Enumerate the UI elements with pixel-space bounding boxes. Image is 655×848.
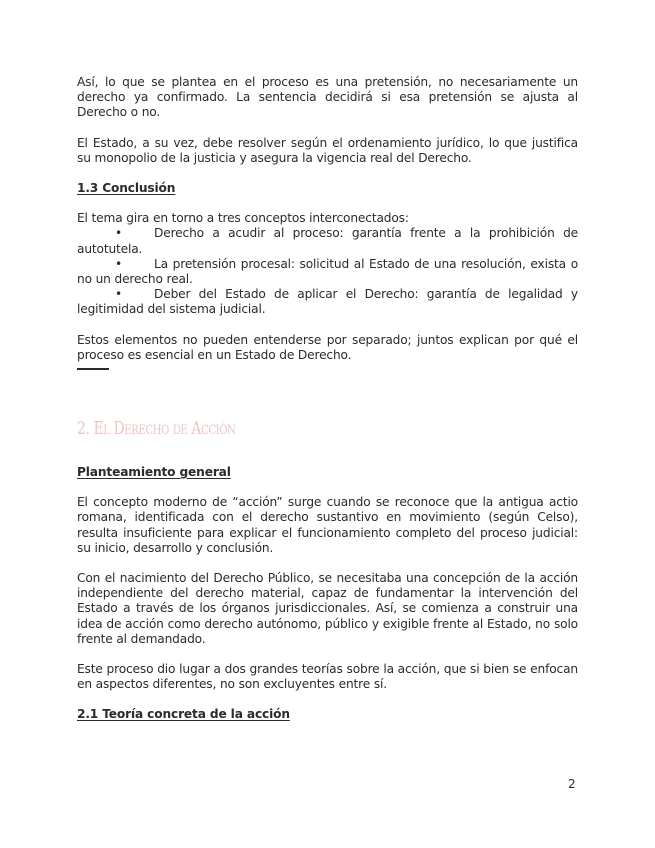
list-item [77, 226, 578, 256]
chapter-title: 2. El Derecho de Acción [77, 418, 236, 439]
list-item [77, 257, 578, 287]
subheading-teoria-concreta: 2.1 Teoría concreta de la acción [77, 707, 290, 722]
divider [77, 368, 109, 370]
section-one [77, 75, 578, 370]
conclusion-heading: 1.3 Conclusión [77, 181, 176, 196]
closing-paragraph: Estos elementos no pueden entenderse por separado; juntos explican por qué el proceso es esencial en un Estado de Derecho. [77, 332, 578, 362]
section-two [77, 465, 578, 723]
bullet-icon: • [115, 287, 123, 302]
paragraph-teorias: Este proceso dio lugar a dos grandes teorías sobre la acción, que si bien se enfocan en aspectos diferentes, no son excluyentes entre sí. [77, 662, 578, 692]
paragraph-pretension: Así, lo que se plantea en el proceso es una pretensión, no necesariamente un derecho ya confirmado. La sentencia decidirá si esa pretensión se ajusta al Derecho o no. [77, 75, 578, 120]
bullet-list [77, 226, 578, 317]
bullet-text: Derecho a acudir al proceso: garantía frente a la prohibición de autotutela. [77, 226, 578, 256]
bullet-text: La pretensión procesal: solicitud al Estado de una resolución, exista o no un derecho real. [77, 256, 578, 287]
page-number: 2 [568, 777, 576, 791]
subheading-general: Planteamiento general [77, 465, 231, 479]
bullet-text: Deber del Estado de aplicar el Derecho: garantía de legalidad y legitimidad del sistema judicial. [77, 287, 578, 317]
list-item [77, 287, 578, 317]
paragraph-estado: El Estado, a su vez, debe resolver según el ordenamiento jurídico, lo que justifica su monopolio de la justicia y asegura la vigencia real del Derecho. [77, 135, 578, 165]
paragraph-concepto: El concepto moderno de “acción” surge cuando se reconoce que la antigua actio romana, identificada con el derecho sustantivo en movimiento (según Celso), resulta insuficiente para explicar el funcionamiento completo del proceso judicial: su inicio, desarrollo y conclusión. [77, 495, 578, 555]
conclusion-intro: El tema gira en torno a tres conceptos interconectados: [77, 211, 409, 226]
bullet-icon: • [115, 256, 123, 271]
paragraph-derecho-publico: Con el nacimiento del Derecho Público, se necesitaba una concepción de la acción independiente del derecho material, capaz de fundamentar la intervención del Estado a través de los órganos jurisdiccionales. Así, se comienza a construir una idea de acción como derecho autónomo, público y exigible frente al Estado, no solo frente al demandado. [77, 571, 578, 646]
bullet-icon: • [115, 226, 123, 241]
